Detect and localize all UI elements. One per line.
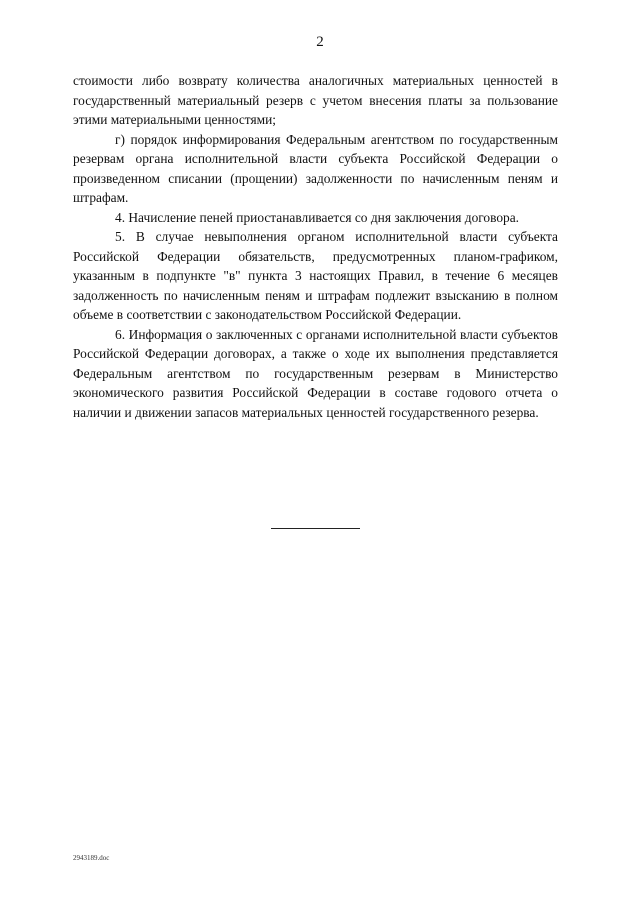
end-of-document-rule [271, 528, 360, 529]
paragraph-item-g: г) порядок информирования Федеральным агентством по государственным резервам органа исполнительной власти субъекта Российской Федерации о произведенном списании (прощении) задолженности по начисленным пеням и штрафам. [73, 131, 558, 205]
document-body [73, 71, 558, 422]
page-number: 2 [316, 34, 324, 50]
file-reference: 2943189.doc [73, 854, 110, 862]
paragraph-4: 4. Начисление пеней приостанавливается со дня заключения договора. [115, 209, 520, 225]
paragraph-5: 5. В случае невыполнения органом исполнительной власти субъекта Российской Федерации обязательств, предусмотренных планом-графиком, указанным в подпункте "в" пункта 3 настоящих Правил, в течение 6 месяцев задолженность по начисленным пеням и штрафам подлежит взысканию в полном объеме в соответствии с законодательством Российской Федерации. [73, 229, 558, 322]
paragraph-6: 6. Информация о заключенных с органами исполнительной власти субъектов Российской Федерации договорах, а также о ходе их выполнения представляется Федеральным агентством по государственным резервам в Министерство экономического развития Российской Федерации в составе годового отчета о наличии и движении запасов материальных ценностей государственного резерва. [73, 326, 558, 420]
paragraph-continuation: стоимости либо возврату количества аналогичных материальных ценностей в государственный материальный резерв с учетом внесения платы за пользование этими материальными ценностями; [73, 73, 558, 127]
